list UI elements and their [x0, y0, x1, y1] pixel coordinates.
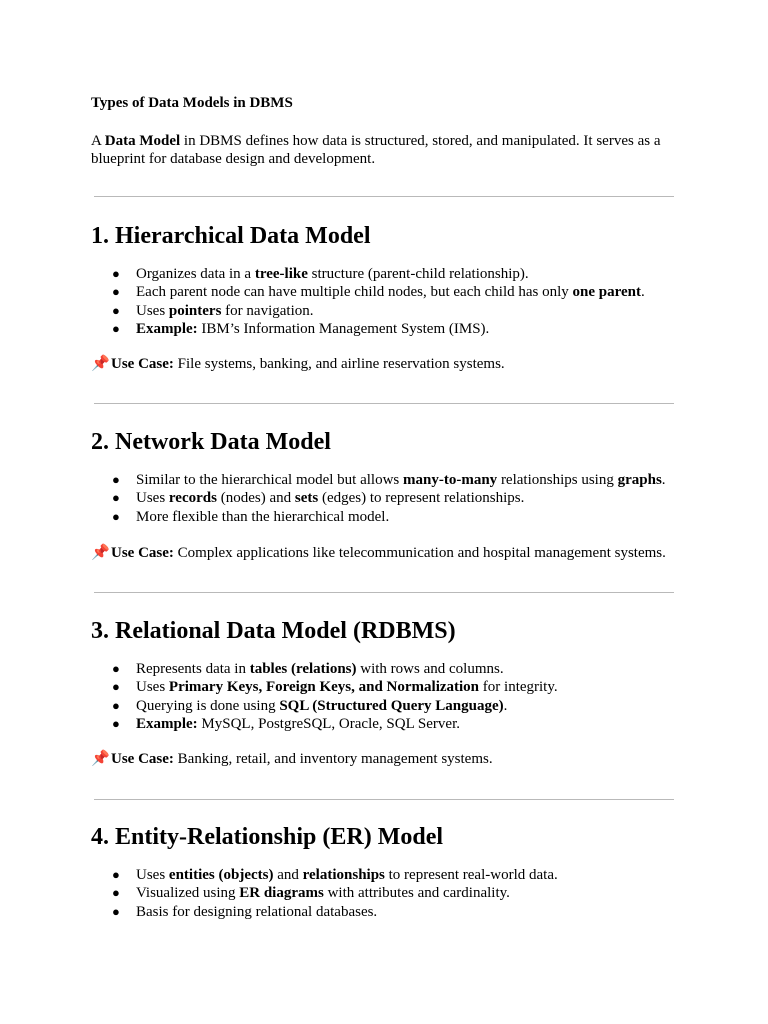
section-list-wrap — [91, 471, 681, 526]
bold-text: entities (objects) — [168, 867, 274, 883]
section-2 — [91, 428, 681, 456]
bold-text: tables (relations) — [249, 661, 357, 677]
bold-text: Example: — [136, 320, 198, 337]
intro-prefix: A — [91, 133, 105, 149]
bullet-icon: ● — [112, 472, 120, 487]
section-heading: 4. Entity-Relationship (ER) Model — [91, 824, 444, 850]
bullet-icon: ● — [112, 715, 120, 731]
item-text: IBM’s Information Management System (IMS). — [197, 320, 490, 337]
section-heading: 1. Hierarchical Data Model — [91, 223, 371, 249]
intro-suffix: in DBMS defines how data is structured, stored, and manipulated. It serves as a blueprint for database design and development. — [91, 133, 661, 167]
section-3 — [91, 617, 681, 645]
list-item — [91, 903, 681, 921]
bullet-icon: ● — [112, 903, 120, 919]
item-text: MySQL, PostgreSQL, Oracle, SQL Server. — [197, 715, 461, 732]
list-item — [91, 715, 681, 733]
pushpin-icon: 📌 — [91, 545, 110, 561]
item-text: for navigation. — [221, 302, 314, 319]
bold-text: Example: — [136, 715, 198, 732]
item-text: relationships using — [497, 472, 618, 488]
bold-text: tree-like — [254, 266, 308, 282]
item-text: Uses — [136, 302, 169, 319]
document-page — [91, 93, 681, 168]
pushpin-icon: 📌 — [91, 356, 110, 372]
bullet-icon: ● — [112, 490, 120, 506]
page-title: Types of Data Models in DBMS — [91, 95, 293, 111]
section-list-wrap — [91, 660, 681, 733]
list-item — [91, 678, 681, 696]
section-divider — [94, 403, 674, 404]
list-item — [91, 508, 681, 526]
list-item — [91, 660, 681, 678]
use-case-text: Complex applications like telecommunication and hospital management systems. — [173, 545, 666, 561]
item-text: Similar to the hierarchical model but allows — [136, 472, 404, 488]
bullet-icon: ● — [112, 284, 120, 300]
list-item — [91, 884, 681, 902]
list-item — [91, 302, 681, 320]
use-case-line — [91, 355, 681, 373]
intro-paragraph — [91, 132, 681, 168]
section-divider — [94, 799, 674, 800]
section-divider — [94, 592, 674, 593]
item-text: Querying is done using — [136, 697, 280, 714]
list-item — [91, 697, 681, 715]
item-text: Each parent node can have multiple child nodes, but each child has only — [136, 284, 573, 301]
bold-text: relationships — [302, 867, 385, 883]
use-case-line — [91, 544, 681, 562]
bold-text: SQL (Structured Query Language) — [279, 697, 504, 714]
section-heading: 3. Relational Data Model (RDBMS) — [91, 618, 456, 644]
item-text: Organizes data in a — [136, 266, 255, 282]
bullet-icon: ● — [112, 661, 120, 676]
item-text: for integrity. — [479, 679, 558, 696]
bold-text: one parent — [572, 284, 642, 301]
item-text: and — [273, 867, 303, 883]
section-heading: 2. Network Data Model — [91, 429, 331, 455]
item-text: structure (parent-child relationship). — [307, 266, 529, 282]
bullet-list — [91, 471, 681, 526]
bold-text: sets — [294, 490, 319, 507]
bullet-icon: ● — [112, 266, 120, 281]
bold-text: graphs — [617, 472, 662, 488]
bullet-list — [91, 660, 681, 733]
bold-text: many-to-many — [403, 472, 498, 488]
bullet-icon: ● — [112, 697, 120, 713]
section-divider — [94, 196, 674, 197]
bold-text: pointers — [168, 302, 222, 319]
use-case-label: Use Case: — [111, 356, 174, 372]
list-item — [91, 283, 681, 301]
section-4 — [91, 823, 681, 851]
item-text: with attributes and cardinality. — [323, 885, 510, 902]
item-text: Uses — [136, 490, 169, 507]
bullet-icon: ● — [112, 302, 120, 318]
list-item — [91, 471, 681, 489]
item-text: Represents data in — [136, 661, 250, 677]
bullet-icon: ● — [112, 867, 120, 882]
item-text: (edges) to represent relationships. — [318, 490, 525, 507]
item-text: Basis for designing relational databases. — [136, 903, 378, 920]
list-item — [91, 265, 681, 283]
bullet-icon: ● — [112, 679, 120, 695]
list-item — [91, 489, 681, 507]
section-1 — [91, 222, 681, 250]
bullet-icon: ● — [112, 320, 120, 336]
item-text: . — [503, 697, 508, 714]
item-text: with rows and columns. — [356, 661, 504, 677]
use-case-text: File systems, banking, and airline reservation systems. — [173, 356, 505, 372]
item-text: Uses — [136, 679, 169, 696]
bold-text: records — [168, 490, 217, 507]
section-list-wrap — [91, 866, 681, 921]
item-text: Visualized using — [136, 885, 240, 902]
bold-text: Primary Keys, Foreign Keys, and Normalization — [168, 679, 480, 696]
item-text: . — [641, 284, 645, 301]
bullet-list — [91, 265, 681, 338]
use-case-line — [91, 750, 681, 768]
pushpin-icon: 📌 — [91, 751, 110, 767]
bold-text: ER diagrams — [239, 885, 324, 902]
item-text: More flexible than the hierarchical model. — [136, 508, 390, 525]
list-item — [91, 866, 681, 884]
use-case-text: Banking, retail, and inventory management systems. — [173, 751, 493, 767]
bullet-icon: ● — [112, 885, 120, 901]
item-text: Uses — [136, 867, 169, 883]
use-case-label: Use Case: — [111, 751, 174, 767]
use-case-label: Use Case: — [111, 545, 174, 561]
section-list-wrap — [91, 265, 681, 338]
list-item — [91, 320, 681, 338]
bullet-icon: ● — [112, 508, 120, 524]
item-text: . — [661, 472, 666, 488]
intro-bold: Data Model — [104, 133, 181, 149]
bullet-list — [91, 866, 681, 921]
item-text: (nodes) and — [216, 490, 295, 507]
item-text: to represent real-world data. — [384, 867, 558, 883]
